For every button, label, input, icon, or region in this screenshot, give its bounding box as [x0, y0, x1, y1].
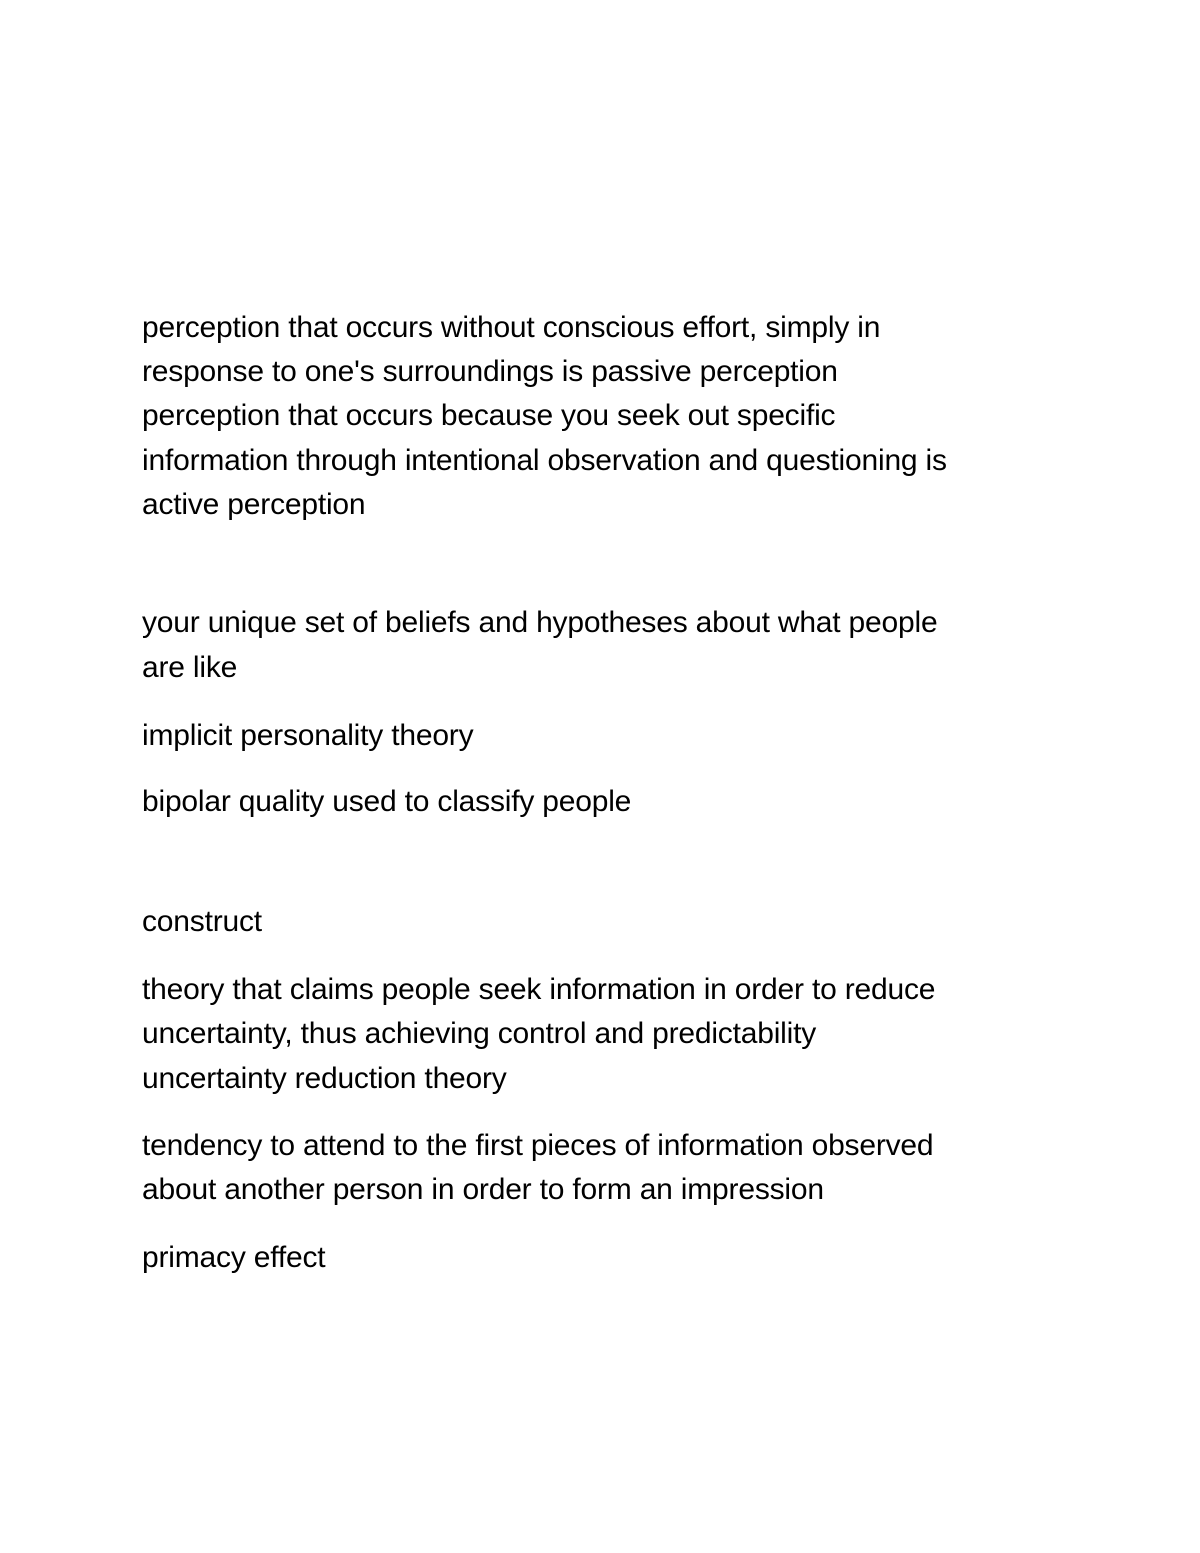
text-line: active perception [142, 488, 366, 521]
text-line: primacy effect [142, 1241, 326, 1274]
text-line: about another person in order to form an impression [142, 1173, 824, 1206]
text-line: theory that claims people seek information in order to reduce [142, 973, 936, 1006]
text-line: information through intentional observation and questioning is [142, 444, 947, 477]
text-line: uncertainty reduction theory [142, 1062, 507, 1095]
text-line: your unique set of beliefs and hypotheses about what people [142, 606, 938, 639]
text-line: are like [142, 651, 238, 684]
text-line: perception that occurs because you seek out specific [142, 399, 836, 432]
text-line: response to one's surroundings is passive perception [142, 355, 838, 388]
text-line: construct [142, 905, 262, 938]
text-line: perception that occurs without conscious effort, simply in [142, 311, 881, 344]
text-line: bipolar quality used to classify people [142, 785, 632, 818]
text-line: implicit personality theory [142, 719, 474, 752]
text-line: tendency to attend to the first pieces of information observed [142, 1129, 934, 1162]
text-line: uncertainty, thus achieving control and predictability [142, 1017, 817, 1050]
